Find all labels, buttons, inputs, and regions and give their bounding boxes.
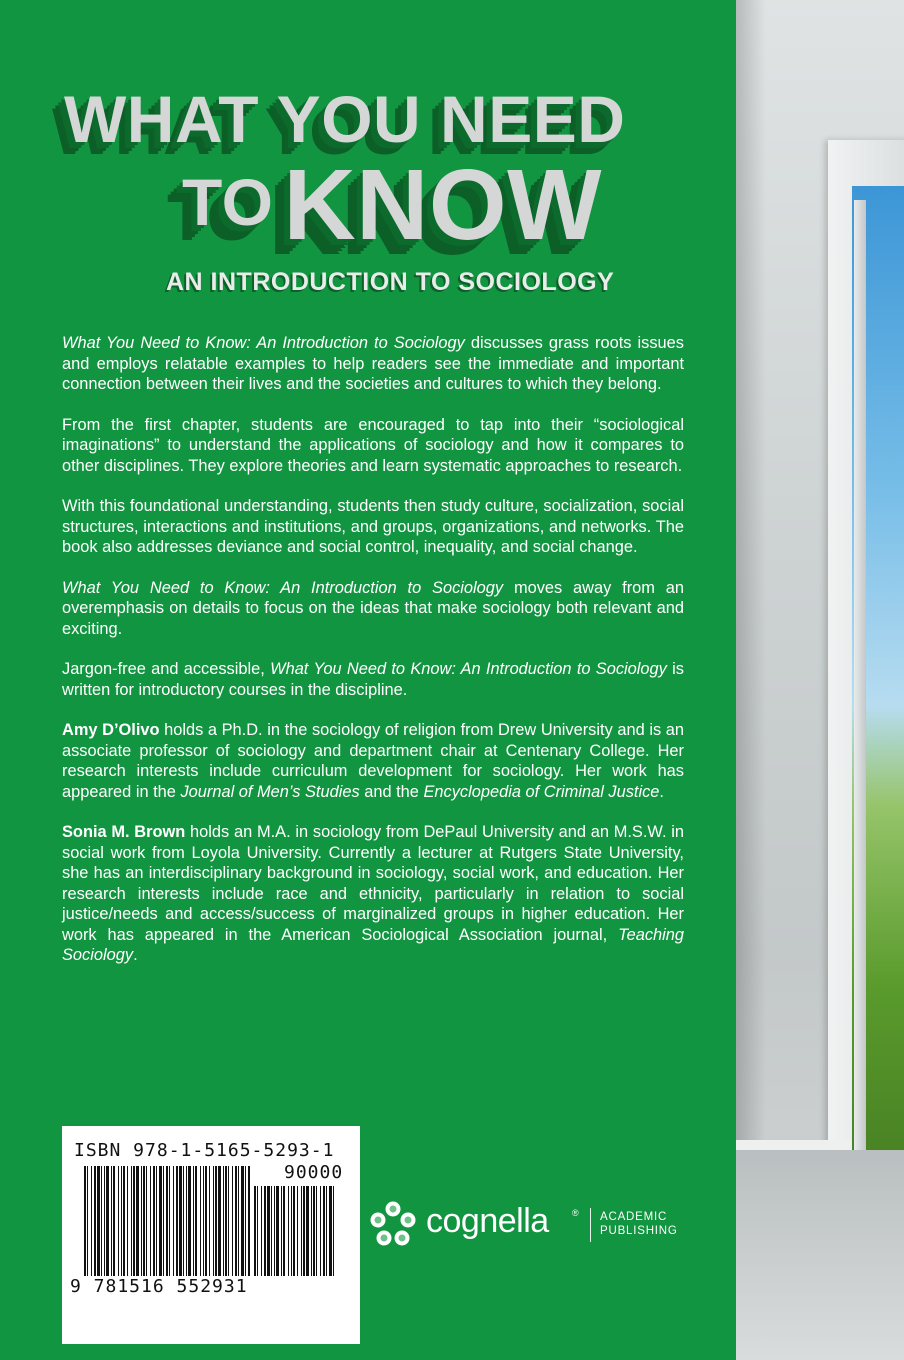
barcode-bar [267,1186,270,1276]
barcode-bar [261,1186,262,1276]
barcode-bar [225,1166,227,1276]
barcode-bar [203,1166,204,1276]
barcode-bar [303,1186,305,1276]
barcode-bar [333,1186,334,1276]
barcode-bar [111,1166,112,1276]
barcode-bar [311,1186,312,1276]
blurb-paragraph-5 [62,659,684,700]
blurb-paragraph-1 [62,333,684,395]
blurb-paragraph-4 [62,578,684,640]
barcode-bar [159,1166,162,1276]
barcode-bars [84,1166,250,1276]
registered-mark: ® [572,1208,579,1218]
barcode-bar [136,1166,139,1276]
barcode-bar [281,1186,282,1276]
barcode-bar [101,1166,102,1276]
barcode-bar [276,1186,279,1276]
barcode-bar [131,1166,132,1276]
journal-title: Journal of Men’s Studies [180,782,360,801]
barcode-bar [293,1186,295,1276]
barcode-bar [316,1186,317,1276]
journal-title: Teaching Sociology [62,925,684,964]
author-name: Sonia M. Brown [62,823,186,841]
barcode-bar [153,1166,155,1276]
book-description [62,333,684,986]
barcode-bar [323,1186,325,1276]
tagline-line-1: ACADEMIC [600,1211,668,1223]
price-code: 90000 [284,1162,344,1183]
barcode-bar [193,1166,194,1276]
blurb-text: discusses grass roots issues and employs relatable examples to help readers see the immediate and important connection between their lives and the societies and cultures to which they belong. [62,334,684,393]
barcode-bar [173,1166,174,1276]
cognella-flower-icon [366,1198,420,1252]
barcode-bar [188,1166,191,1276]
barcode-addon-bars [254,1186,336,1276]
barcode-bar [94,1166,96,1276]
barcode-bar [118,1166,119,1276]
barcode-bar [179,1166,182,1276]
bio-text: . [659,782,664,801]
barcode-bar [215,1166,217,1276]
publisher-divider [590,1208,591,1242]
barcode-bar [166,1166,168,1276]
barcode-bar [146,1166,147,1276]
barcode-bar [223,1166,224,1276]
book-title-italic: What You Need to Know: An Introduction to Sociology [62,334,465,352]
barcode-bar [209,1166,210,1276]
book-title-italic: What You Need to Know: An Introduction to Sociology [270,660,667,678]
barcode-bar [91,1166,92,1276]
ean-number: 9 781516 552931 [70,1276,248,1297]
barcode-bar [241,1166,244,1276]
barcode-bar [143,1166,145,1276]
barcode-bar [313,1186,315,1276]
tagline-line-2: PUBLISHING [600,1225,678,1237]
barcode-label [62,1126,360,1344]
subtitle: AN INTRODUCTION TO SOCIOLOGY [166,268,615,296]
blurb-text: is written for introductory courses in the discipline. [62,660,684,699]
barcode-bar [320,1186,321,1276]
barcode-bar [301,1186,302,1276]
barcode-bar [150,1166,151,1276]
barcode-bar [326,1186,327,1276]
floor [736,1150,904,1360]
author-bio-1 [62,720,684,802]
barcode-bar [245,1166,246,1276]
title-word-know: KNOW [283,149,603,261]
barcode-bar [274,1186,275,1276]
author-name: Amy D’Olivo [62,721,160,739]
barcode-bar [87,1166,88,1276]
barcode-bar [106,1166,109,1276]
barcode-bar [113,1166,115,1276]
barcode-bar [123,1166,125,1276]
barcode-bar [264,1186,266,1276]
blurb-paragraph-2: From the first chapter, students are encouraged to tap into their “sociological imaginations” to understand the applications of sociology and how it compares to other disciplines. They explore theories and learn systematic approaches to research. [62,415,684,475]
doorway-illustration [736,0,904,1360]
blurb-paragraph-3: With this foundational understanding, students then study culture, socialization, social structures, interactions and institutions, and groups, organizations, and networks. The book also addresses deviance and social control, inequality, and social change. [62,497,684,556]
blurb-text: Jargon-free and accessible, [62,660,271,678]
barcode-bar [228,1166,229,1276]
barcode-bar [84,1166,86,1276]
barcode-bar [218,1166,221,1276]
barcode-bar [283,1186,285,1276]
bio-text: holds an M.A. in sociology from DePaul University and an M.S.W. in social work from Loyola University. Currently a lecturer at Rutgers State University, she has an interdisciplinary background in sociology, social work, and education. Her research interests include race and ethnicity, particularly in relation to social justice/needs and access/success of marginalized groups in higher education. Her work has appeared in the American Sociological Association journal, [62,823,685,944]
bio-text: holds a Ph.D. in the sociology of religion from Drew University and is an associate professor of sociology and department chair at Centenary College. Her research interests include curriculum development for sociology. Her work has appeared in the [62,721,684,801]
barcode-bar [329,1186,332,1276]
barcode-bar [104,1166,105,1276]
barcode-bar [141,1166,142,1276]
barcode-bar [169,1166,170,1276]
barcode-bar [291,1186,292,1276]
bio-text: and the [359,782,424,801]
title-line-1: WHAT YOU NEED [64,82,626,156]
book-title-italic: What You Need to Know: An Introduction to Sociology [62,578,504,597]
barcode-bar [235,1166,237,1276]
barcode-bar [257,1186,258,1276]
barcode-bar [238,1166,239,1276]
barcode-bar [183,1166,184,1276]
barcode-bar [97,1166,100,1276]
barcode-bar [133,1166,135,1276]
barcode-bar [297,1186,298,1276]
publisher-name: cognella [426,1202,549,1240]
author-bio-2 [62,822,684,966]
title-line-2 [182,149,603,261]
barcode-bar [176,1166,178,1276]
barcode-bar [121,1166,122,1276]
barcode-bar [205,1166,207,1276]
barcode-bar [248,1166,250,1276]
door-edge [854,200,866,1180]
bio-text: . [133,946,138,964]
barcode-bar [195,1166,197,1276]
barcode-bar [288,1186,289,1276]
blurb-text: moves away from an overemphasis on details to focus on the ideas that make sociology both relevant and exciting. [62,578,684,638]
barcode-bar [232,1166,233,1276]
barcode-bar [306,1186,309,1276]
title-word-to: TO [182,165,274,239]
publisher-logo [366,1196,696,1256]
isbn-text: ISBN 978-1-5165-5293-1 [74,1140,335,1161]
publisher-tagline [600,1210,678,1238]
barcode-bar [156,1166,157,1276]
barcode-bar [127,1166,128,1276]
barcode-bar [186,1166,187,1276]
barcode-bar [163,1166,164,1276]
barcode-bar [271,1186,272,1276]
barcode-bar [200,1166,201,1276]
barcode-bar [254,1186,256,1276]
barcode-bar [213,1166,214,1276]
journal-title: Encyclopedia of Criminal Justice [423,782,660,801]
